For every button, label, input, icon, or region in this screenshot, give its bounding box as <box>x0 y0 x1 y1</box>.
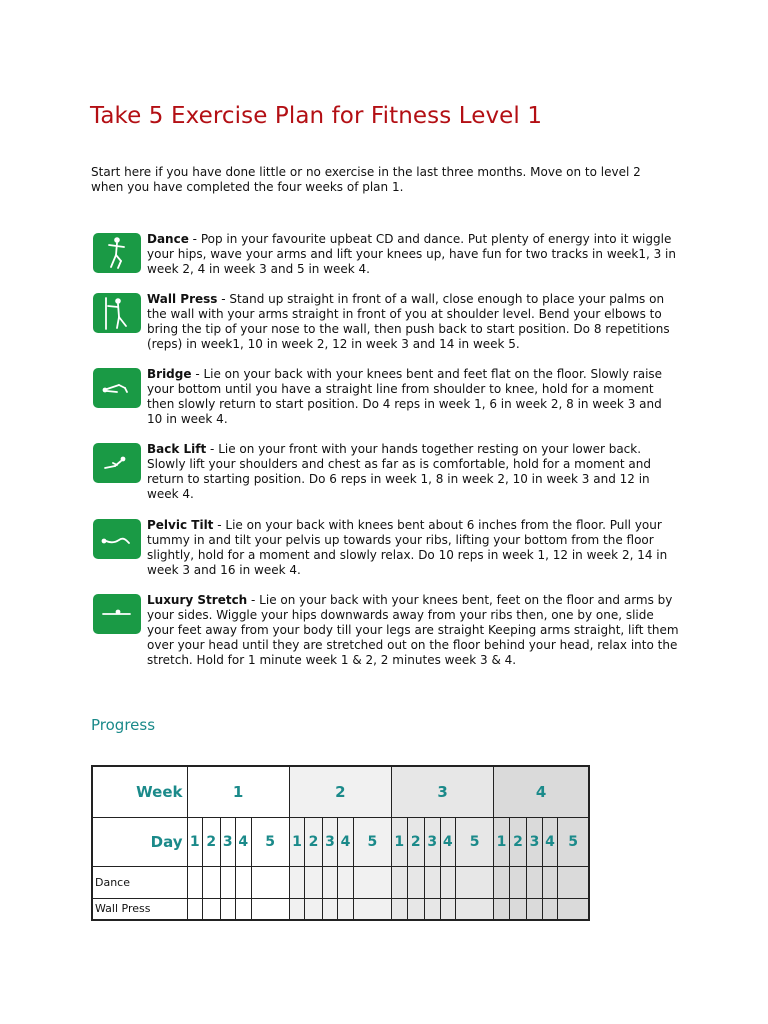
checkbox-cell[interactable] <box>494 898 509 920</box>
pelvic-tilt-icon <box>93 519 141 559</box>
intro-paragraph: Start here if you have done little or no exercise in the last three months. Move on to level 2 when you have completed the four weeks of plan 1. <box>91 165 641 194</box>
checkbox-cell[interactable] <box>440 898 455 920</box>
checkbox-cell[interactable] <box>251 898 289 920</box>
checkbox-cell[interactable] <box>527 898 542 920</box>
day-number: 5 <box>353 817 391 866</box>
exercise-description: - Lie on your front with your hands together resting on your lower back. Slowly lift your shoulders and chest as far as is comfortable, hold for a moment and return to starting position. Do 6 reps in week 1, 8 in week 2, 10 in week 3 and 12 in week 4. <box>147 442 651 501</box>
day-number: 4 <box>338 817 353 866</box>
exercise-name: Back Lift <box>147 442 207 456</box>
week-1-header: 1 <box>187 766 289 817</box>
day-number: 4 <box>440 817 455 866</box>
day-number: 3 <box>322 817 337 866</box>
day-number: 2 <box>203 817 221 866</box>
week-2-header: 2 <box>289 766 391 817</box>
row-label-wall-press: Wall Press <box>92 898 187 920</box>
dancer-icon <box>93 233 141 273</box>
checkbox-cell[interactable] <box>353 898 391 920</box>
day-label: Day <box>92 817 187 866</box>
bridge-icon <box>93 368 141 408</box>
checkbox-cell[interactable] <box>251 866 289 898</box>
checkbox-cell[interactable] <box>289 866 304 898</box>
luxury-stretch-icon <box>93 594 141 634</box>
checkbox-cell[interactable] <box>425 866 440 898</box>
day-number: 3 <box>527 817 542 866</box>
checkbox-cell[interactable] <box>456 866 494 898</box>
day-number: 3 <box>220 817 235 866</box>
exercise-name: Bridge <box>147 367 192 381</box>
checkbox-cell[interactable] <box>527 866 542 898</box>
checkbox-cell[interactable] <box>305 898 323 920</box>
day-number: 4 <box>236 817 251 866</box>
day-number: 1 <box>187 817 202 866</box>
checkbox-cell[interactable] <box>509 898 527 920</box>
exercise-name: Dance <box>147 232 189 246</box>
wall-press-icon <box>93 293 141 333</box>
checkbox-cell[interactable] <box>542 898 557 920</box>
week-4-header: 4 <box>494 766 589 817</box>
day-number: 5 <box>456 817 494 866</box>
day-number: 1 <box>494 817 509 866</box>
checkbox-cell[interactable] <box>440 866 455 898</box>
exercise-description: - Stand up straight in front of a wall, close enough to place your palms on the wall with your arms straight in front of you at shoulder level. Bend your elbows to bring the tip of your nose to the wall, then push back to start position. Do 8 repetitions (reps) in week1, 10 in week 2, 12 in week 3 and 14 in week 5. <box>147 292 670 351</box>
day-number: 1 <box>289 817 304 866</box>
exercise-name: Pelvic Tilt <box>147 518 214 532</box>
exercise-description: - Lie on your back with your knees bent, feet on the floor and arms by your sides. Wiggle your hips downwards away from your ribs then, one by one, slide your feet away from your body till your legs are straight Keeping arms straight, lift them over your head until they are stretched out on the floor behind your head, relax into the stretch. Hold for 1 minute week 1 & 2, 2 minutes week 3 & 4. <box>147 593 679 667</box>
progress-heading: Progress <box>91 716 156 734</box>
back-lift-icon <box>93 443 141 483</box>
day-number: 4 <box>542 817 557 866</box>
checkbox-cell[interactable] <box>558 866 589 898</box>
day-number: 3 <box>425 817 440 866</box>
checkbox-cell[interactable] <box>220 866 235 898</box>
checkbox-cell[interactable] <box>338 866 353 898</box>
week-label: Week <box>92 766 187 817</box>
day-header-row <box>92 817 589 866</box>
week-3-header: 3 <box>392 766 494 817</box>
exercise-name: Luxury Stretch <box>147 593 248 607</box>
checkbox-cell[interactable] <box>203 898 221 920</box>
day-number: 5 <box>558 817 589 866</box>
day-number: 2 <box>305 817 323 866</box>
table-row <box>92 898 589 920</box>
day-number: 5 <box>251 817 289 866</box>
checkbox-cell[interactable] <box>203 866 221 898</box>
checkbox-cell[interactable] <box>456 898 494 920</box>
checkbox-cell[interactable] <box>407 866 425 898</box>
checkbox-cell[interactable] <box>542 866 557 898</box>
row-label-dance: Dance <box>92 866 187 898</box>
checkbox-cell[interactable] <box>236 866 251 898</box>
day-number: 2 <box>509 817 527 866</box>
checkbox-cell[interactable] <box>407 898 425 920</box>
checkbox-cell[interactable] <box>187 866 202 898</box>
checkbox-cell[interactable] <box>322 898 337 920</box>
checkbox-cell[interactable] <box>558 898 589 920</box>
checkbox-cell[interactable] <box>187 898 202 920</box>
exercise-description: - Pop in your favourite upbeat CD and dance. Put plenty of energy into it wiggle your hips, wave your arms and lift your knees up, have fun for two tracks in week1, 3 in week 2, 4 in week 3 and 5 in week 4. <box>147 232 676 276</box>
checkbox-cell[interactable] <box>353 866 391 898</box>
page-title: Take 5 Exercise Plan for Fitness Level 1 <box>90 103 543 129</box>
exercise-description: - Lie on your back with knees bent about 6 inches from the floor. Pull your tummy in and tilt your pelvis up towards your ribs, lifting your bottom from the floor slightly, hold for a moment and slowly relax. Do 10 reps in week 1, 12 in week 2, 14 in week 3 and 16 in week 4. <box>147 518 668 577</box>
checkbox-cell[interactable] <box>236 898 251 920</box>
checkbox-cell[interactable] <box>425 898 440 920</box>
table-row <box>92 866 589 898</box>
day-number: 1 <box>392 817 407 866</box>
checkbox-cell[interactable] <box>392 866 407 898</box>
week-header-row <box>92 766 589 817</box>
checkbox-cell[interactable] <box>338 898 353 920</box>
checkbox-cell[interactable] <box>509 866 527 898</box>
exercise-description: - Lie on your back with your knees bent and feet flat on the floor. Slowly raise your bottom until you have a straight line from shoulder to knee, hold for a moment then slowly return to start position. Do 4 reps in week 1, 6 in week 2, 8 in week 3 and 10 in week 4. <box>147 367 663 426</box>
day-number: 2 <box>407 817 425 866</box>
checkbox-cell[interactable] <box>392 898 407 920</box>
checkbox-cell[interactable] <box>322 866 337 898</box>
checkbox-cell[interactable] <box>289 898 304 920</box>
progress-table <box>91 765 590 921</box>
exercise-name: Wall Press <box>147 292 218 306</box>
checkbox-cell[interactable] <box>305 866 323 898</box>
checkbox-cell[interactable] <box>220 898 235 920</box>
checkbox-cell[interactable] <box>494 866 509 898</box>
